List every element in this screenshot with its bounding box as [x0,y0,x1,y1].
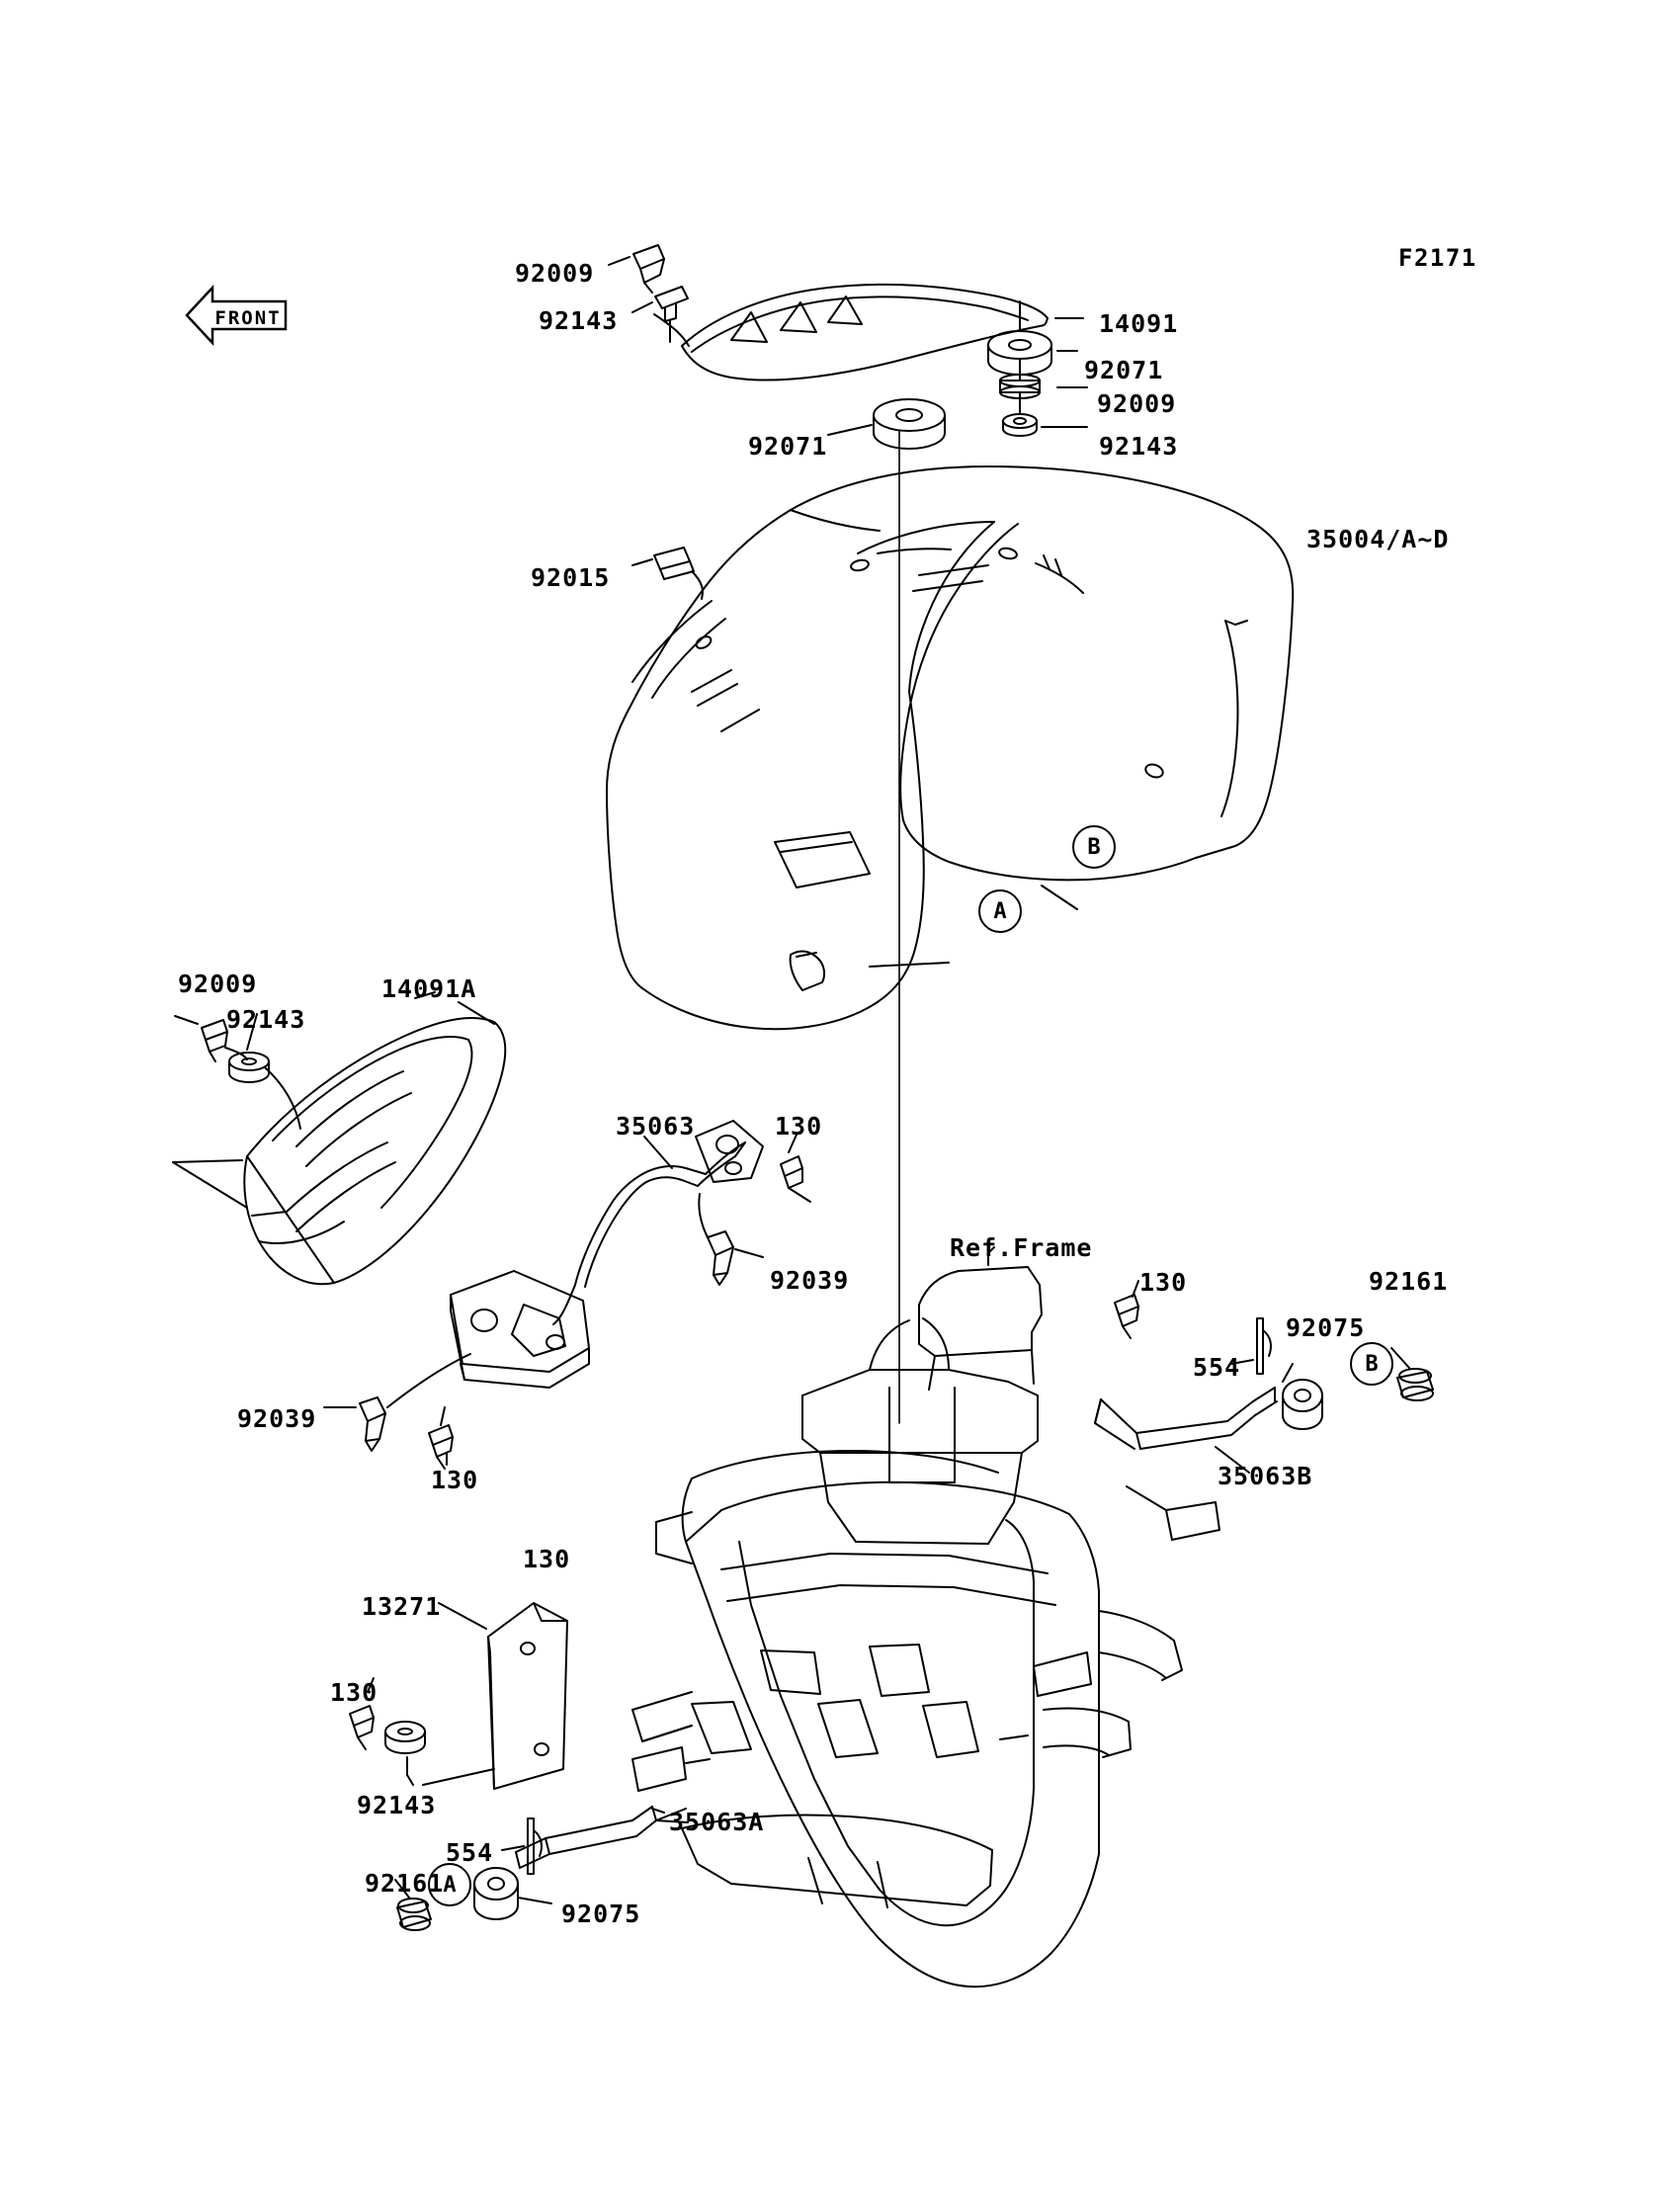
callout-92143-bottom: 92143 [357,1791,437,1819]
callout-92009-top: 92009 [515,259,595,288]
callout-554-right: 554 [1193,1353,1241,1382]
figure-code: F2171 [1398,244,1477,272]
callout-13271: 13271 [362,1592,442,1621]
callout-35004: 35004/A~D [1306,525,1450,553]
callout-130-mid: 130 [523,1545,571,1573]
ref-marker-a-bottom: A [428,1863,471,1906]
callout-14091A: 14091A [381,974,477,1003]
callout-ref-frame: Ref.Frame [950,1233,1093,1262]
callout-92015: 92015 [531,563,611,592]
callout-92143-mid-left: 92143 [226,1005,306,1034]
callout-92071-left: 92071 [748,432,828,461]
callout-130-upper: 130 [775,1112,823,1141]
callout-92161-bottom: 92161 [365,1869,445,1898]
callout-130-lower: 130 [330,1678,378,1707]
callout-92039-right: 92039 [770,1266,850,1295]
ref-marker-b-fender: B [1072,825,1116,869]
callout-35063B: 35063B [1218,1462,1313,1490]
callout-92009-right: 92009 [1097,389,1177,418]
callout-92009-mid-left: 92009 [178,970,258,998]
callout-554-bottom: 554 [446,1838,494,1867]
callout-92075-bottom: 92075 [561,1900,641,1928]
callout-92143-top: 92143 [539,306,619,335]
callout-14091: 14091 [1099,309,1179,338]
callout-92039-left: 92039 [237,1404,317,1433]
svg-text:FRONT: FRONT [214,307,282,329]
callout-92071-right: 92071 [1084,356,1164,384]
callout-92161-right: 92161 [1369,1267,1449,1296]
callout-130-right: 130 [1139,1268,1188,1297]
ref-marker-b-right: B [1350,1342,1393,1386]
callout-35063: 35063 [616,1112,696,1141]
callout-35063A: 35063A [669,1808,765,1836]
ref-marker-a-fender: A [978,889,1022,933]
callout-130-lowleft: 130 [431,1466,479,1494]
callout-92075-right: 92075 [1286,1313,1366,1342]
callout-92143-right: 92143 [1099,432,1179,461]
